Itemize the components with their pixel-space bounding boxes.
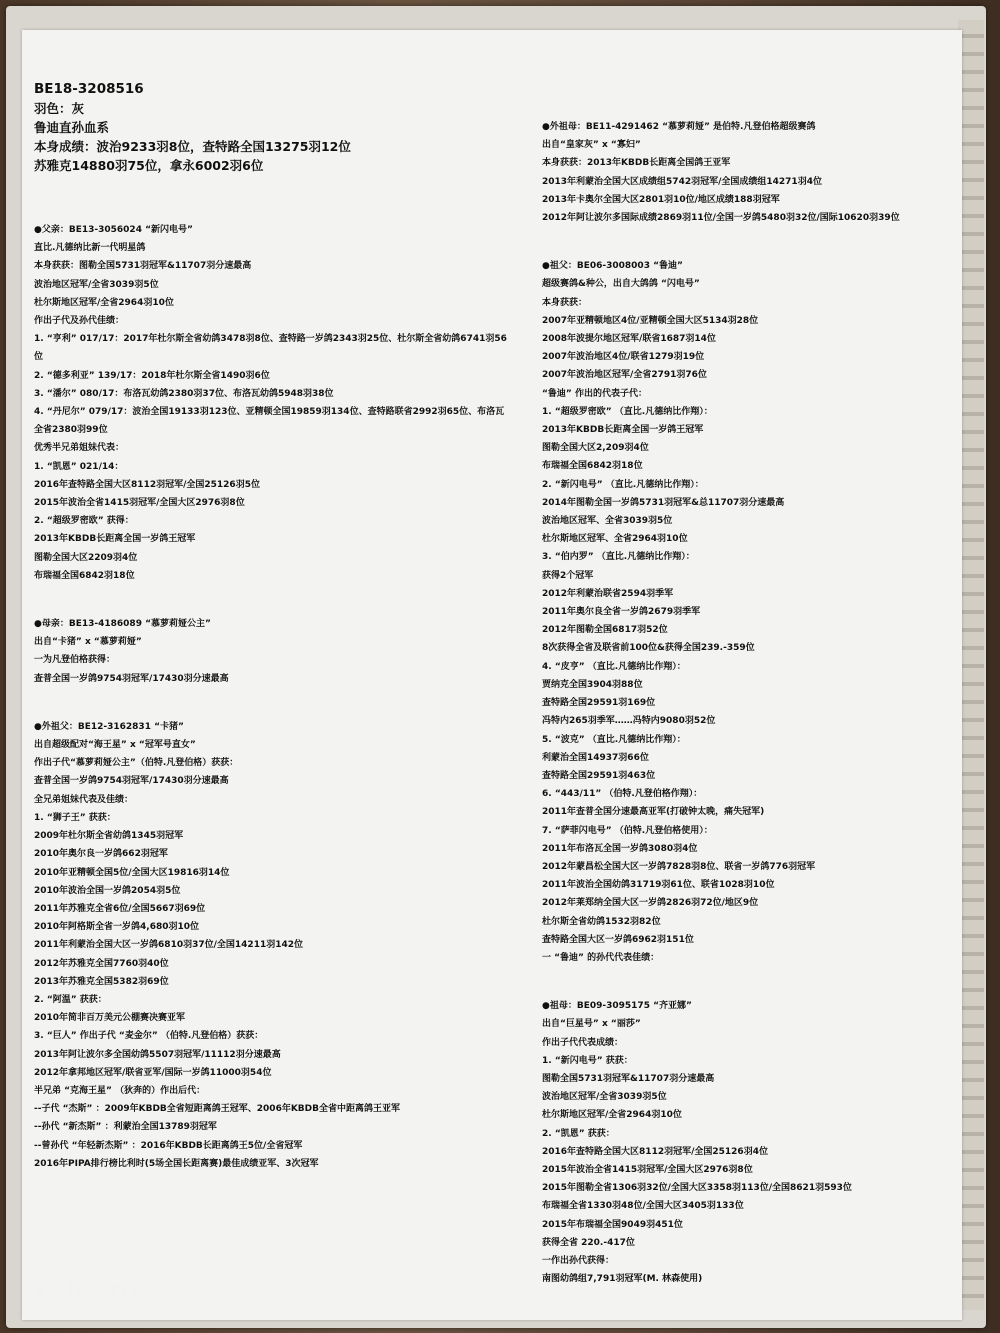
section-line: 一 “鲁迪” 的孙代代表佳绩： bbox=[542, 952, 660, 963]
section-line: 5. “波克” （直比.凡德纳比作翔）： bbox=[542, 734, 686, 745]
section-line: 位 bbox=[34, 352, 44, 363]
section-line: 2012年利蒙治联省2594羽季军 bbox=[542, 588, 674, 599]
section-line: 布瑞福全省1330羽48位/全国大区3405羽133位 bbox=[542, 1201, 744, 1212]
section-line: 2007年波治地区4位/联省1279羽19位 bbox=[542, 352, 705, 363]
section-line: 4. “丹尼尔” 079/17：波治全国19133羽123位、亚精顿全国19859羽134位、查特路联省2992羽65位、布洛瓦 bbox=[34, 407, 505, 418]
section-line: 出自“卡猪” x “慕萝莉娅” bbox=[34, 637, 142, 648]
section-line: 布瑞福全国6842羽18位 bbox=[542, 461, 643, 472]
section-line: 1. “亨利” 017/17：2017年杜尔斯全省幼鸽3478羽8位、查特路一岁鸽2343羽25位、杜尔斯全省幼鸽6741羽56 bbox=[34, 334, 507, 345]
section-line: 2010年阿格斯全省一岁鸽4,680羽10位 bbox=[34, 922, 200, 933]
section-line: 查普全国一岁鸽9754羽冠军/17430羽分速最高 bbox=[34, 776, 229, 787]
section-line: 直比.凡德纳比新一代明星鸽 bbox=[34, 243, 146, 254]
camera-watermark bbox=[30, 1277, 172, 1307]
document-page bbox=[22, 30, 962, 1320]
section-line: 2015年布瑞福全国9049羽451位 bbox=[542, 1219, 683, 1230]
section-line: 查普全国一岁鸽9754羽冠军/17430羽分速最高 bbox=[34, 673, 229, 684]
section-line: 6. “443/11” （伯特.凡登伯格作翔）： bbox=[542, 789, 703, 800]
section-line: 2013年KBDB长距离全国一岁鸽王冠军 bbox=[34, 534, 196, 545]
section-line: 2015年图勒全省1306羽32位/全国大区3358羽113位/全国8621羽593位 bbox=[542, 1183, 852, 1194]
section-line: 一为凡登伯格获得： bbox=[34, 655, 116, 666]
section-line: 一作出孙代获得： bbox=[542, 1255, 615, 1266]
section-line: --曾孙代 “年轻新杰斯” ：2016年KBDB长距离鸽王5位/全省冠军 bbox=[34, 1140, 303, 1151]
section-heading: ●祖母：BE09-3095175 “齐亚娜” bbox=[542, 1001, 692, 1012]
section-line: 波治地区冠军、全省3039羽5位 bbox=[542, 516, 673, 527]
section-line: 2010年波治全国一岁鸽2054羽5位 bbox=[34, 885, 181, 896]
section-line: 查特路全国大区一岁鸽6962羽151位 bbox=[542, 934, 694, 945]
section-line: 2008年波提尔地区冠军/联省1687羽14位 bbox=[542, 334, 716, 345]
left-column bbox=[34, 80, 534, 1173]
section-line: 2012年莱郑纳全国大区一岁鸽2826羽72位/地区9位 bbox=[542, 898, 759, 909]
section-line: 图勒全国大区2209羽4位 bbox=[34, 552, 138, 563]
section-line: 2012年蒙昌松全国大区一岁鸽7828羽8位、联省一岁鸽776羽冠军 bbox=[542, 861, 816, 872]
section-line: 获得2个冠军 bbox=[542, 570, 594, 581]
section-line: 2016年PIPA排行榜比利时(5场全国长距离赛)最佳成绩亚军、3次冠军 bbox=[34, 1158, 319, 1169]
section-line: 2011年布洛瓦全国一岁鸽3080羽4位 bbox=[542, 843, 698, 854]
section-line: 2016年查特路全国大区8112羽冠军/全国25126羽5位 bbox=[34, 479, 260, 490]
section-line: 3. “伯内罗” （直比.凡德纳比作翔）： bbox=[542, 552, 695, 563]
section-line: 1. “新闪电号” 获获： bbox=[542, 1055, 633, 1066]
section-line: 超级赛鸽&种公，出自大鸽鸽 “闪电号” bbox=[542, 279, 700, 290]
section-heading: ●祖父：BE06-3008003 “鲁迪” bbox=[542, 261, 683, 272]
section-line: 波治地区冠军/全省3039羽5位 bbox=[34, 279, 159, 290]
section-line: 杜尔斯地区冠军、全省2964羽10位 bbox=[542, 534, 688, 545]
section-line: “鲁迪” 作出的代表子代： bbox=[542, 388, 647, 399]
section-line: 获得全省 220.-417位 bbox=[542, 1237, 635, 1248]
section-line: 2. “新闪电号” （直比.凡德纳比作翔）： bbox=[542, 479, 704, 490]
section-line: 2012年拿邦地区冠军/联省亚军/国际一岁鸽11000羽54位 bbox=[34, 1067, 272, 1078]
section-line: 2012年苏雅克全国7760羽40位 bbox=[34, 958, 169, 969]
section-line: 作出子代及孙代佳绩： bbox=[34, 316, 125, 327]
section-line: 贾纳克全国3904羽88位 bbox=[542, 679, 643, 690]
section-line: --孙代 “新杰斯” ：利蒙治全国13789羽冠军 bbox=[34, 1122, 217, 1133]
section-line: 2010年奥尔良一岁鸽662羽冠军 bbox=[34, 849, 168, 860]
section-line: 查特路全国29591羽169位 bbox=[542, 698, 656, 709]
section-line: 2. “德多利亚” 139/17：2018年杜尔斯全省1490羽6位 bbox=[34, 370, 270, 381]
pigeon-results-2: 苏雅克14880羽75位，拿永6002羽6位 bbox=[34, 158, 264, 173]
section-line: 2011年利蒙治全国大区一岁鸽6810羽37位/全国14211羽142位 bbox=[34, 940, 304, 951]
section-line: 图勒全国5731羽冠军&11707羽分速最高 bbox=[542, 1073, 715, 1084]
section-line: 图勒全国大区2,209羽4位 bbox=[542, 443, 649, 454]
section-line: 布瑞福全国6842羽18位 bbox=[34, 570, 135, 581]
section-line: 1. “狮子王” 获获： bbox=[34, 812, 116, 823]
section-line: 2013年阿让波尔多全国幼鸽5507羽冠军/11112羽分速最高 bbox=[34, 1049, 281, 1060]
section-line: 2. “阿温” 获获： bbox=[34, 994, 107, 1005]
section-heading: ●母亲：BE13-4186089 “慕萝莉娅公主” bbox=[34, 619, 211, 630]
section-line: 作出子代“慕萝莉娅公主”（伯特.凡登伯格）获获： bbox=[34, 758, 239, 769]
section-line: 杜尔斯地区冠军/全省2964羽10位 bbox=[34, 297, 174, 308]
section-line: 1. “凯恩” 021/14： bbox=[34, 461, 124, 472]
section-line: 2007年亚精顿地区4位/亚精顿全国大区5134羽28位 bbox=[542, 315, 759, 326]
section-line: 本身获获：图勒全国5731羽冠军&11707羽分速最高 bbox=[34, 261, 252, 272]
section-line: 冯特内265羽季军……冯特内9080羽52位 bbox=[542, 716, 716, 727]
right-column bbox=[542, 118, 954, 1288]
section-line: 7. “萨菲闪电号” （伯特.凡登伯格使用）： bbox=[542, 825, 713, 836]
pigeon-color: 羽色：灰 bbox=[34, 101, 85, 116]
section-line: 2013年卡奥尔全国大区2801羽10位/地区成绩188羽冠军 bbox=[542, 194, 780, 205]
section-line: 2013年KBDB长距离全国一岁鸽王冠军 bbox=[542, 425, 704, 436]
section-heading: ●外祖母：BE11-4291462 “慕萝莉娅” 是伯特.凡登伯格超级赛鸽 bbox=[542, 122, 816, 132]
left-sections bbox=[34, 221, 534, 1173]
section-line: 2013年苏雅克全国5382羽69位 bbox=[34, 976, 169, 987]
section-line: 3. “潘尔” 080/17：布洛瓦幼鸽2380羽37位、布洛瓦幼鸽5948羽38位 bbox=[34, 388, 334, 399]
section-line: 2010年简非百万美元公棚赛决赛亚军 bbox=[34, 1013, 186, 1024]
section-line: 2009年杜尔斯全省幼鸽1345羽冠军 bbox=[34, 831, 184, 842]
section-heading: ●外祖父：BE12-3162831 “卡猪” bbox=[34, 721, 184, 732]
section-line: 查特路全国29591羽463位 bbox=[542, 770, 656, 781]
section-line: --子代 “杰斯” ：2009年KBDB全省短距离鸽王冠军、2006年KBDB全省中距离鸽王亚军 bbox=[34, 1104, 400, 1115]
section-line: 2011年查普全国分速最高亚军(打破钟太晚，痛失冠军) bbox=[542, 807, 765, 818]
section-line: 杜尔斯地区冠军/全省2964羽10位 bbox=[542, 1110, 682, 1121]
section-line: 出自超级配对“海王星” x “冠军号直女” bbox=[34, 740, 196, 751]
pedigree-section bbox=[542, 257, 954, 967]
section-line: 利蒙治全国14937羽66位 bbox=[542, 752, 649, 763]
network-badge: 5G bbox=[145, 1283, 171, 1296]
pedigree-section bbox=[542, 997, 954, 1288]
section-line: 全省2380羽99位 bbox=[34, 425, 108, 436]
section-line: 波治地区冠军/全省3039羽5位 bbox=[542, 1092, 667, 1103]
section-line: 出自“皇家灰” x “寡妇” bbox=[542, 140, 641, 151]
pigeon-bloodline: 鲁迪直孙血系 bbox=[34, 120, 110, 135]
section-line: 半兄弟 “克海王星” （狄奔的）作出后代： bbox=[34, 1085, 206, 1096]
section-line: 2015年波治全省1415羽冠军/全国大区2976羽8位 bbox=[542, 1164, 753, 1175]
section-line: 本身获获： bbox=[542, 297, 588, 308]
pedigree-section bbox=[34, 615, 534, 688]
section-line: 2013年利蒙治全国大区成绩组5742羽冠军/全国成绩组14271羽4位 bbox=[542, 176, 822, 187]
pigeon-results-1: 本身成绩：波治9233羽8位，查特路全国13275羽12位 bbox=[34, 139, 351, 154]
pedigree-section bbox=[542, 118, 954, 227]
section-line: 杜尔斯全省幼鸽1532羽82位 bbox=[542, 916, 661, 927]
section-line: 2016年查特路全国大区8112羽冠军/全国25126羽4位 bbox=[542, 1146, 768, 1157]
section-line: 优秀半兄弟姐妹代表： bbox=[34, 443, 125, 454]
section-line: 2011年奥尔良全省一岁鸽2679羽季军 bbox=[542, 607, 701, 618]
pigeon-id: BE18-3208516 bbox=[34, 81, 144, 97]
section-line: 8次获得全省及联省前100位&获得全国239.-359位 bbox=[542, 643, 755, 654]
section-line: 2. “超级罗密欧” 获得： bbox=[34, 516, 134, 527]
section-line: 4. “皮亨” （直比.凡德纳比作翔）： bbox=[542, 661, 686, 672]
section-line: 作出子代代表成绩： bbox=[542, 1037, 624, 1048]
section-line: 1. “超级罗密欧” （直比.凡德纳比作翔）： bbox=[542, 406, 713, 417]
camera-model-label: X30 Pro bbox=[30, 1277, 138, 1307]
section-line: 2011年波治全国幼鸽31719羽61位、联省1028羽10位 bbox=[542, 880, 775, 891]
section-heading: ●父亲：BE13-3056024 “新闪电号” bbox=[34, 225, 193, 235]
section-line: 全兄弟姐妹代表及佳绩： bbox=[34, 794, 134, 805]
section-line: 2011年苏雅克全省6位/全国5667羽69位 bbox=[34, 903, 206, 914]
section-line: 南图幼鸽组7,791羽冠军(M. 林森使用) bbox=[542, 1274, 703, 1285]
section-line: 2. “凯恩” 获获： bbox=[542, 1128, 615, 1139]
section-line: 2007年波治地区冠军/全省2791羽76位 bbox=[542, 370, 707, 381]
section-line: 2012年阿让波尔多国际成绩2869羽11位/全国一岁鸽5480羽32位/国际10620羽39位 bbox=[542, 213, 900, 224]
pedigree-section bbox=[34, 221, 534, 585]
section-line: 出自“巨星号” x “丽莎” bbox=[542, 1019, 641, 1030]
right-sections bbox=[542, 118, 954, 1288]
section-line: 2012年图勒全国6817羽52位 bbox=[542, 625, 668, 636]
pedigree-section bbox=[34, 718, 534, 1173]
section-line: 本身获获：2013年KBDB长距离全国鸽王亚军 bbox=[542, 158, 731, 169]
section-line: 2010年亚精顿全国5位/全国大区19816羽14位 bbox=[34, 867, 230, 878]
section-line: 2014年图勒全国一岁鸽5731羽冠军&总11707羽分速最高 bbox=[542, 497, 785, 508]
section-line: 2015年波治全省1415羽冠军/全国大区2976羽8位 bbox=[34, 498, 245, 509]
section-line: 3. “巨人” 作出子代 “麦金尔” （伯特.凡登伯格）获获： bbox=[34, 1031, 264, 1042]
